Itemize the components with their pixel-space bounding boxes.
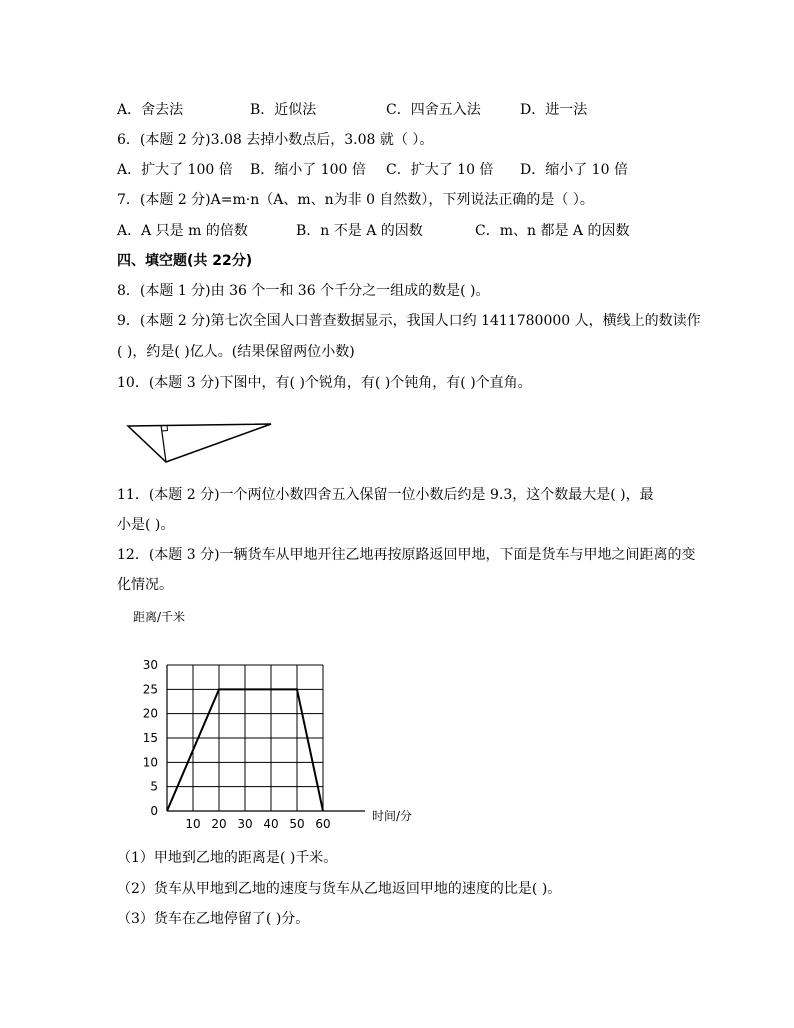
q12-sub2: （2）货车从甲地到乙地的速度与货车从乙地返回甲地的速度的比是( )。	[117, 881, 562, 897]
q7-option-c: C．m、n 都是 A 的因数	[475, 223, 630, 239]
y-tick-label: 10	[142, 755, 158, 770]
y-axis-label: 距离/千米	[133, 610, 186, 624]
x-tick-label: 10	[185, 817, 201, 831]
q12-sub3: （3）货车在乙地停留了( )分。	[117, 911, 310, 927]
q11-line2: 小是( )。	[117, 517, 175, 533]
q5-option-b: B．近似法	[250, 102, 317, 118]
q9-line2: ( )，约是( )亿人。(结果保留两位小数)	[117, 344, 355, 360]
x-tick-label: 20	[211, 817, 227, 831]
x-tick-label: 40	[263, 817, 279, 831]
q10-text: 10．(本题 3 分)下图中，有( )个锐角，有( )个钝角，有( )个直角。	[117, 375, 532, 391]
q5-option-c: C．四舍五入法	[386, 102, 481, 118]
x-axis-label: 时间/分	[372, 809, 413, 823]
q7-option-a: A．A 只是 m 的倍数	[117, 223, 248, 239]
q12-sub1: （1）甲地到乙地的距离是( )千米。	[117, 850, 338, 866]
q7-option-b: B．n 不是 A 的因数	[296, 223, 423, 239]
q9-line1: 9．(本题 2 分)第七次全国人口普查数据显示，我国人口约 1411780000 人，横线上的数读作	[117, 313, 701, 329]
q6-option-a: A．扩大了 100 倍	[117, 162, 233, 178]
y-tick-label: 15	[142, 731, 158, 745]
q7-stem: 7．(本题 2 分)A=m·n（A、m、n为非 0 自然数），下列说法正确的是（ ）。	[117, 192, 594, 208]
q6-option-b: B．缩小了 100 倍	[250, 162, 366, 178]
section-title: 四、填空题(共 22分)	[117, 253, 253, 269]
q6-option-d: D．缩小了 10 倍	[520, 162, 628, 178]
y-tick-label: 0	[150, 804, 158, 818]
y-tick-label: 25	[142, 682, 158, 697]
x-tick-label: 50	[289, 817, 305, 831]
q6-option-c: C．扩大了 10 倍	[386, 162, 494, 178]
q6-stem: 6．(本题 2 分)3.08 去掉小数点后，3.08 就（ ）。	[117, 132, 434, 148]
y-tick-label: 30	[142, 658, 158, 672]
y-tick-label: 5	[150, 779, 158, 794]
q11-line1: 11．(本题 2 分)一个两位小数四舍五入保留一位小数后约是 9.3，这个数最大是( )，最	[117, 487, 654, 503]
y-tick-label: 20	[142, 706, 158, 721]
q5-option-d: D．进一法	[520, 102, 588, 118]
q5-option-a: A．舍去法	[117, 102, 184, 118]
q12-line2: 化情况。	[117, 577, 173, 593]
x-tick-label: 30	[237, 817, 253, 831]
x-tick-label: 60	[315, 817, 331, 831]
q12-line1: 12．(本题 3 分)一辆货车从甲地开往乙地再按原路返回甲地，下面是货车与甲地之间距离的变	[117, 547, 696, 563]
q8-text: 8．(本题 1 分)由 36 个一和 36 个千分之一组成的数是( )。	[117, 283, 490, 299]
